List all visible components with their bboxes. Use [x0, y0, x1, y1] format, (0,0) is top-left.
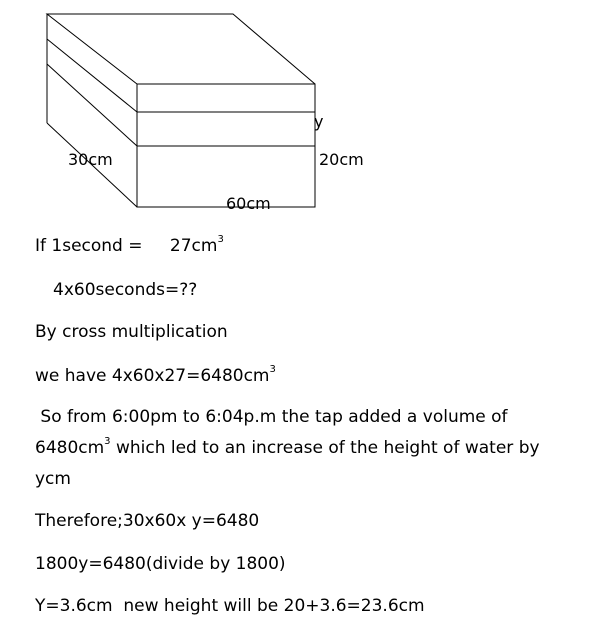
line-10: Y=3.6cm new height will be 20+3.6=23.6cm — [35, 596, 425, 616]
label-20cm: 20cm — [319, 150, 364, 169]
line-9: 1800y=6480(divide by 1800) — [35, 554, 286, 574]
line-6-sup: 3 — [104, 436, 111, 447]
label-60cm: 60cm — [226, 194, 271, 213]
line-8: Therefore;30x60x y=6480 — [35, 511, 260, 531]
line-7: ycm — [35, 469, 71, 489]
line-3: By cross multiplication — [35, 322, 228, 342]
line-4-text: we have 4x60x27=6480cm — [35, 366, 270, 386]
line-4 — [35, 366, 276, 386]
side-level-1 — [47, 39, 137, 112]
line-4-sup: 3 — [269, 364, 276, 375]
line-1-b: 27cm — [169, 236, 218, 256]
line-2: 4x60seconds=?? — [53, 280, 198, 300]
label-y: y — [314, 112, 324, 131]
line-6-a: 6480cm — [35, 438, 105, 458]
line-1-sup: 3 — [217, 234, 224, 245]
top-face — [47, 14, 315, 84]
line-1 — [35, 236, 224, 256]
line-6 — [35, 438, 540, 458]
line-1-a: If 1second = — [35, 236, 143, 256]
label-30cm: 30cm — [68, 150, 113, 169]
side-level-2 — [47, 64, 137, 146]
line-6-b: which led to an increase of the height of water by — [110, 438, 540, 458]
line-5: So from 6:00pm to 6:04p.m the tap added a volume of — [35, 407, 508, 427]
